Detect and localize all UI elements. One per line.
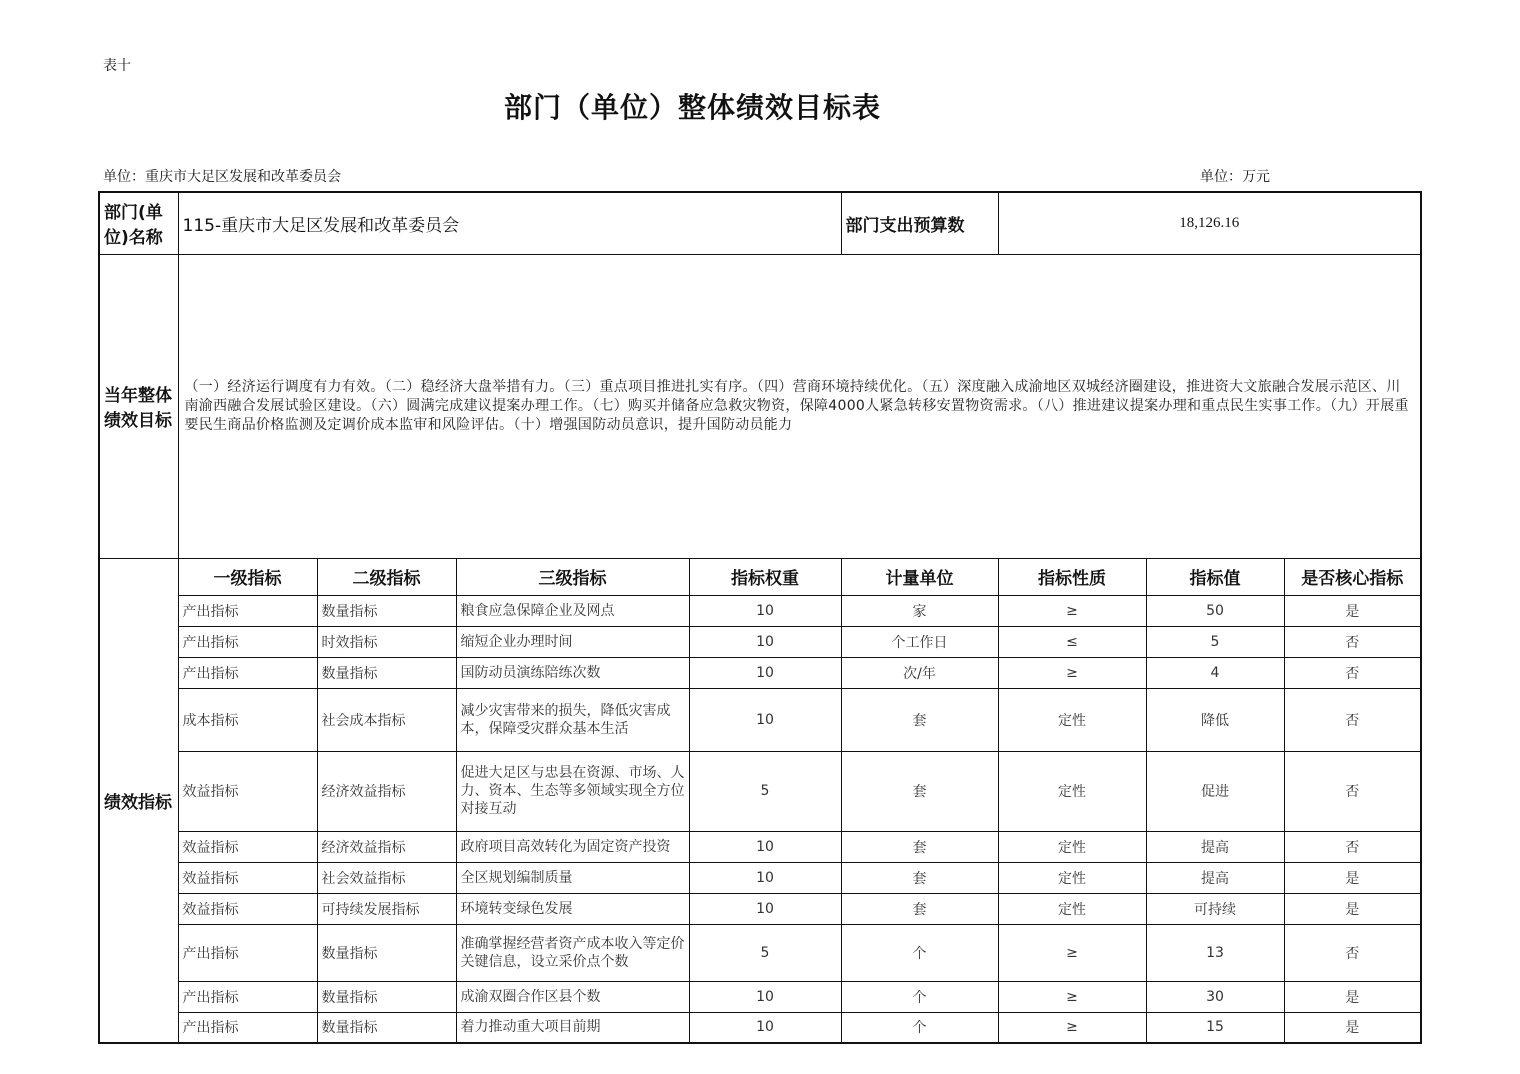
cell-value: 可持续 (1146, 893, 1284, 924)
cell-value: 13 (1146, 924, 1284, 981)
cell-nature: ≥ (998, 924, 1146, 981)
col-header: 指标权重 (689, 558, 841, 595)
cell-core: 是 (1284, 862, 1421, 893)
cell-core: 是 (1284, 893, 1421, 924)
col-header: 是否核心指标 (1284, 558, 1421, 595)
col-header: 一级指标 (178, 558, 317, 595)
annual-goal-label: 当年整体绩效目标 (99, 254, 178, 558)
cell-core: 否 (1284, 626, 1421, 657)
table-row (99, 981, 1421, 1012)
cell-core: 否 (1284, 657, 1421, 688)
cell-l3: 促进大足区与忠县在资源、市场、人力、资本、生态等多领域实现全方位对接互动 (456, 751, 689, 831)
cell-l3: 国防动员演练陪练次数 (456, 657, 689, 688)
table-row (99, 862, 1421, 893)
table-row (99, 893, 1421, 924)
cell-l3: 减少灾害带来的损失，降低灾害成本，保障受灾群众基本生活 (456, 688, 689, 751)
cell-l1: 效益指标 (178, 893, 317, 924)
cell-unit: 套 (841, 688, 998, 751)
table-row (99, 1012, 1421, 1043)
cell-unit: 套 (841, 893, 998, 924)
cell-nature: ≥ (998, 981, 1146, 1012)
cell-l1: 产出指标 (178, 981, 317, 1012)
cell-l3: 粮食应急保障企业及网点 (456, 595, 689, 626)
cell-nature: 定性 (998, 862, 1146, 893)
cell-weight: 5 (689, 924, 841, 981)
cell-l1: 效益指标 (178, 862, 317, 893)
table-row (99, 751, 1421, 831)
cell-nature: 定性 (998, 751, 1146, 831)
cell-l1: 产出指标 (178, 1012, 317, 1043)
cell-nature: ≥ (998, 1012, 1146, 1043)
col-header: 计量单位 (841, 558, 998, 595)
cell-l1: 效益指标 (178, 831, 317, 862)
cell-l2: 经济效益指标 (317, 831, 456, 862)
cell-l2: 时效指标 (317, 626, 456, 657)
cell-value: 15 (1146, 1012, 1284, 1043)
cell-nature: ≥ (998, 595, 1146, 626)
unit-currency: 单位：万元 (1200, 169, 1270, 185)
cell-l2: 数量指标 (317, 924, 456, 981)
cell-weight: 10 (689, 657, 841, 688)
cell-weight: 10 (689, 595, 841, 626)
cell-l1: 效益指标 (178, 751, 317, 831)
cell-l2: 可持续发展指标 (317, 893, 456, 924)
cell-nature: 定性 (998, 893, 1146, 924)
cell-weight: 10 (689, 626, 841, 657)
dept-name-label: 部门(单位)名称 (99, 192, 178, 254)
cell-value: 4 (1146, 657, 1284, 688)
cell-l2: 经济效益指标 (317, 751, 456, 831)
cell-l2: 数量指标 (317, 1012, 456, 1043)
cell-l2: 社会效益指标 (317, 862, 456, 893)
table-row (99, 831, 1421, 862)
cell-l3: 着力推动重大项目前期 (456, 1012, 689, 1043)
performance-target-table (98, 191, 1422, 1044)
cell-value: 30 (1146, 981, 1284, 1012)
cell-l2: 数量指标 (317, 595, 456, 626)
table-label: 表十 (103, 58, 131, 74)
cell-value: 50 (1146, 595, 1284, 626)
cell-value: 5 (1146, 626, 1284, 657)
cell-core: 否 (1284, 688, 1421, 751)
cell-l3: 成渝双圈合作区县个数 (456, 981, 689, 1012)
cell-weight: 10 (689, 981, 841, 1012)
cell-weight: 10 (689, 1012, 841, 1043)
cell-unit: 个 (841, 924, 998, 981)
col-header: 指标值 (1146, 558, 1284, 595)
cell-l2: 社会成本指标 (317, 688, 456, 751)
cell-unit: 套 (841, 831, 998, 862)
cell-l1: 产出指标 (178, 595, 317, 626)
cell-l2: 数量指标 (317, 657, 456, 688)
col-header: 三级指标 (456, 558, 689, 595)
cell-unit: 次/年 (841, 657, 998, 688)
cell-l3: 环境转变绿色发展 (456, 893, 689, 924)
cell-weight: 5 (689, 751, 841, 831)
cell-unit: 套 (841, 862, 998, 893)
cell-value: 提高 (1146, 862, 1284, 893)
cell-weight: 10 (689, 893, 841, 924)
annual-goal-text: （一）经济运行调度有力有效。（二）稳经济大盘举措有力。（三）重点项目推进扎实有序。（四）营商环境持续优化。（五）深度融入成渝地区双城经济圈建设，推进资大文旅融合发展示范区、川南渝西融合发展试验区建设。（六）圆满完成建议提案办理工作。（七）购买并储备应急救灾物资，保障4000人紧急转移安置物资需求。（八）推进建议提案办理和重点民生实事工作。（九）开展重要民生商品价格监测及定调价成本监审和风险评估。（十）增强国防动员意识，提升国防动员能力 (178, 254, 1421, 558)
cell-nature: 定性 (998, 831, 1146, 862)
cell-weight: 10 (689, 831, 841, 862)
cell-core: 否 (1284, 831, 1421, 862)
cell-core: 是 (1284, 1012, 1421, 1043)
unit-organization: 单位：重庆市大足区发展和改革委员会 (103, 169, 341, 185)
table-row (99, 595, 1421, 626)
cell-l1: 产出指标 (178, 657, 317, 688)
cell-core: 是 (1284, 595, 1421, 626)
table-row (99, 924, 1421, 981)
cell-l3: 准确掌握经营者资产成本收入等定价关键信息，设立采价点个数 (456, 924, 689, 981)
col-header: 指标性质 (998, 558, 1146, 595)
cell-l3: 缩短企业办理时间 (456, 626, 689, 657)
cell-value: 降低 (1146, 688, 1284, 751)
cell-l1: 成本指标 (178, 688, 317, 751)
cell-value: 提高 (1146, 831, 1284, 862)
cell-nature: ≥ (998, 657, 1146, 688)
cell-core: 否 (1284, 751, 1421, 831)
col-header: 二级指标 (317, 558, 456, 595)
budget-label: 部门支出预算数 (841, 192, 998, 254)
cell-l3: 全区规划编制质量 (456, 862, 689, 893)
perf-indicator-label: 绩效指标 (99, 558, 178, 1043)
cell-unit: 家 (841, 595, 998, 626)
cell-l2: 数量指标 (317, 981, 456, 1012)
cell-unit: 套 (841, 751, 998, 831)
cell-unit: 个 (841, 981, 998, 1012)
cell-l3: 政府项目高效转化为固定资产投资 (456, 831, 689, 862)
table-row (99, 626, 1421, 657)
cell-core: 是 (1284, 981, 1421, 1012)
table-row (99, 657, 1421, 688)
cell-unit: 个 (841, 1012, 998, 1043)
cell-weight: 10 (689, 862, 841, 893)
page-title: 部门（单位）整体绩效目标表 (503, 91, 881, 124)
cell-nature: ≤ (998, 626, 1146, 657)
cell-l1: 产出指标 (178, 924, 317, 981)
cell-value: 促进 (1146, 751, 1284, 831)
cell-nature: 定性 (998, 688, 1146, 751)
cell-l1: 产出指标 (178, 626, 317, 657)
dept-name-value: 115-重庆市大足区发展和改革委员会 (178, 192, 841, 254)
cell-core: 否 (1284, 924, 1421, 981)
budget-value: 18,126.16 (998, 192, 1421, 254)
cell-unit: 个工作日 (841, 626, 998, 657)
table-row (99, 688, 1421, 751)
cell-weight: 10 (689, 688, 841, 751)
